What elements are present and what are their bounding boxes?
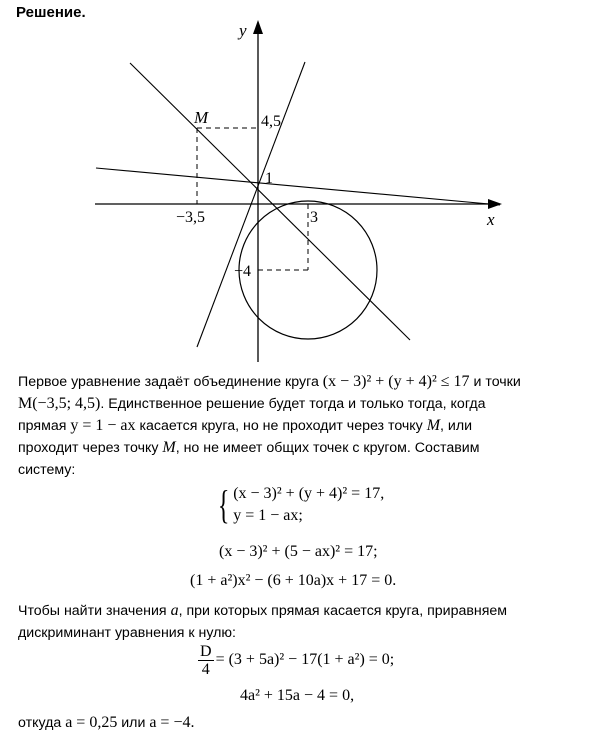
M-symbol: M <box>162 439 176 456</box>
point-M-coords: M(−3,5; 4,5) <box>18 395 101 412</box>
text-span: Первое уравнение задаёт объединение круга <box>18 374 323 390</box>
paragraph-2-line-2 <box>18 622 236 644</box>
system-eq-2: y = 1 − ax; <box>233 507 303 524</box>
tick-label-3: 3 <box>310 209 318 226</box>
a-symbol: a <box>170 602 179 619</box>
text-span: . Единственное решение будет тогда и только тогда, когда <box>100 396 486 412</box>
text-span: или <box>117 715 150 731</box>
discriminant-equation <box>196 643 394 678</box>
point-M-label: M <box>194 108 209 127</box>
M-symbol: M <box>426 417 441 434</box>
paragraph-2-line-1 <box>18 600 574 622</box>
paragraph-1-line-2 <box>18 393 574 415</box>
paragraph-1-line-5 <box>18 459 75 481</box>
solution-heading: Решение. <box>16 4 86 21</box>
y-axis-arrow <box>253 20 263 34</box>
system-eq-1: (x − 3)² + (y + 4)² = 17, <box>233 485 385 502</box>
text-span: , или <box>440 418 473 434</box>
text-span: дискриминант уравнения к нулю: <box>18 625 236 641</box>
text-span: прямая <box>18 418 71 434</box>
solution-2: a = −4. <box>149 714 195 731</box>
paragraph-1-line-1 <box>18 371 574 393</box>
line-through-M <box>130 63 410 340</box>
tick-label-minus-3-5: −3,5 <box>176 209 206 226</box>
solution-1: a = 0,25 <box>65 714 118 731</box>
system-lines <box>233 483 384 527</box>
text-span: систему: <box>18 462 76 478</box>
tick-label-minus-4: −4 <box>234 263 252 280</box>
line-a-quarter <box>96 168 500 205</box>
quadratic-in-a: 4a² + 15a − 4 = 0, <box>240 687 355 704</box>
circle-inequality: (x − 3)² + (y + 4)² ≤ 17 <box>322 373 470 390</box>
text-span: касается круга, но не проходит через точку <box>135 418 427 434</box>
system-brace: { <box>217 482 230 527</box>
x-axis-label: x <box>487 210 495 229</box>
discriminant-rhs: = (3 + 5a)² − 17(1 + a²) = 0; <box>215 651 395 669</box>
y-axis-label: y <box>239 21 247 40</box>
fraction-numerator: D <box>200 643 212 660</box>
text-span: и точки <box>469 374 521 390</box>
text-span: , но не имеет общих точек с кругом. Составим <box>175 440 480 456</box>
fraction-D-over-4 <box>198 643 214 678</box>
tick-label-4-5: 4,5 <box>261 113 281 130</box>
text-span: , при которых прямая касается круга, приравняем <box>178 603 508 619</box>
line-equation: y = 1 − ax <box>70 417 136 434</box>
text-span: откуда <box>18 715 66 731</box>
substituted-equation: (x − 3)² + (5 − ax)² = 17; <box>219 543 378 560</box>
quadratic-in-x: (1 + a²)x² − (6 + 10a)x + 17 = 0. <box>190 572 397 589</box>
text-span: Чтобы найти значения <box>18 603 171 619</box>
fraction-denominator: 4 <box>201 661 210 678</box>
equation-system <box>214 483 384 527</box>
paragraph-1-line-3 <box>18 415 574 437</box>
text-span: проходит через точку <box>18 440 163 456</box>
paragraph-1-line-4 <box>18 437 574 459</box>
tick-label-1: 1 <box>265 170 273 187</box>
conclusion-line <box>18 712 194 734</box>
